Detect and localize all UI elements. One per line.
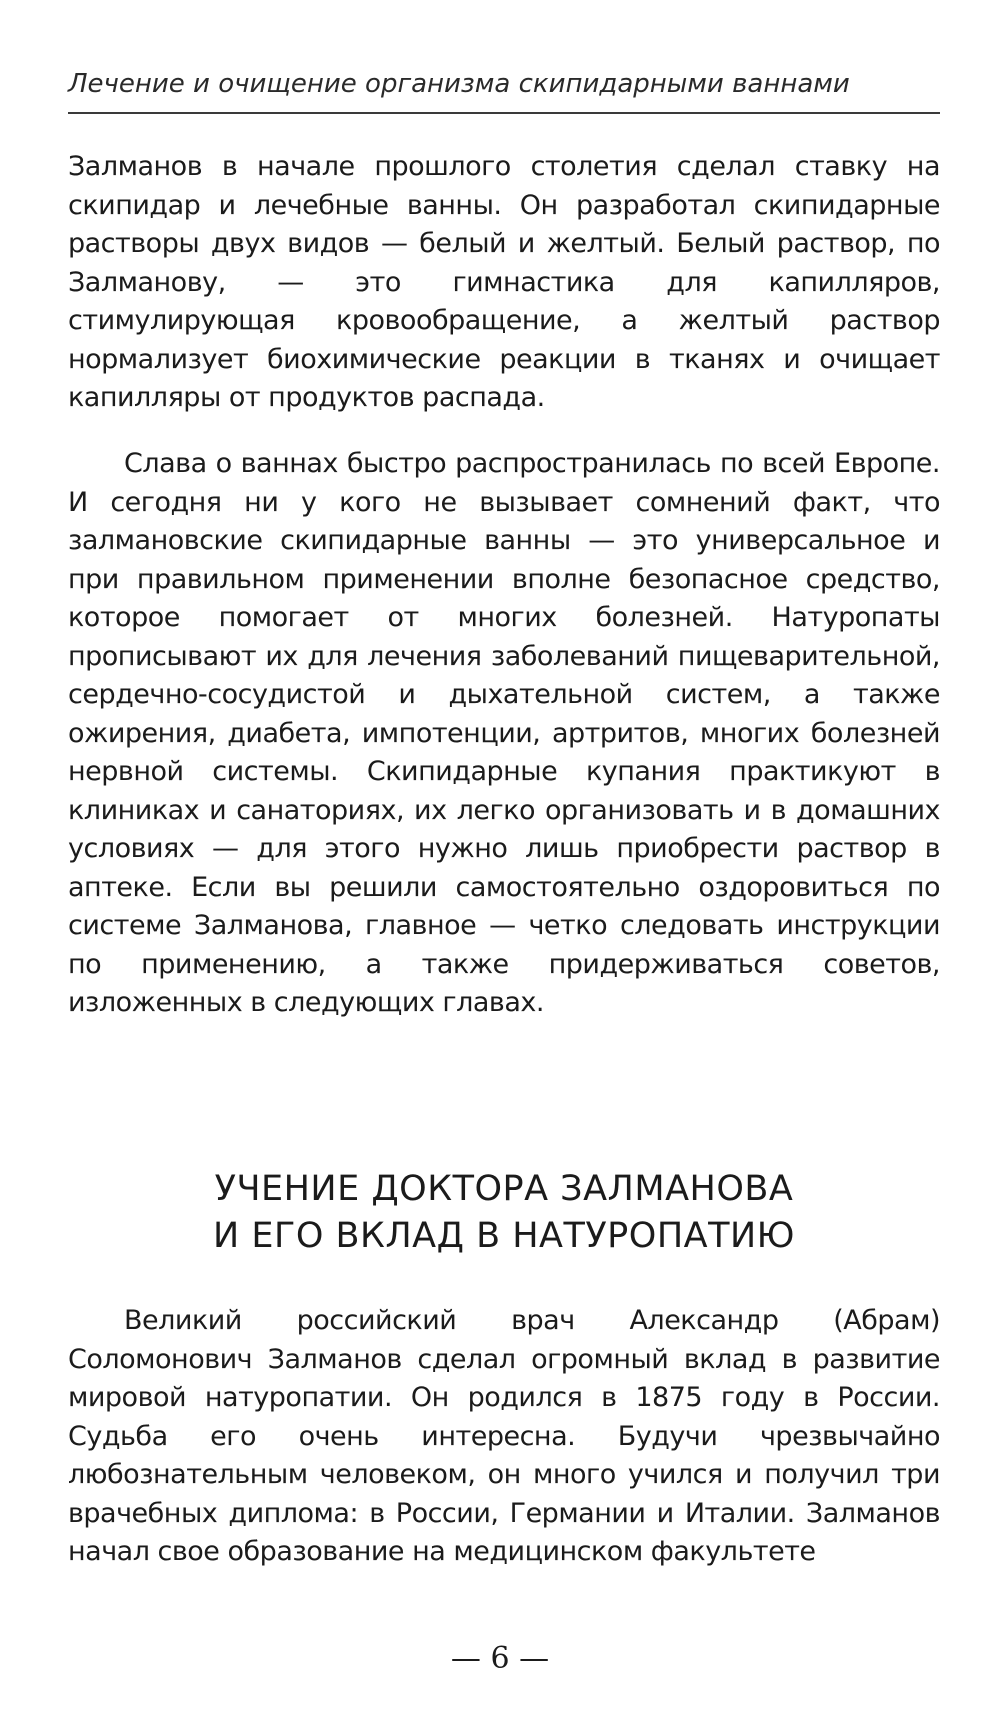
- text-block-fame: [68, 445, 940, 1023]
- section-heading-line: И ЕГО ВКЛАД В НАТУРОПАТИЮ: [213, 1216, 795, 1256]
- paragraph: Залманов в начале прошлого столетия сделал ставку на скипидар и лечебные ванны. Он разработал скипидарные растворы двух видов — белый и желтый. Белый раствор, по Залманову, — это гимнастика для капилляров, стимулирующая кровообращение, а желтый раствор нормализует биохимические реакции в тканях и очищает капилляры от продуктов распада.: [68, 151, 940, 413]
- running-header: Лечение и очищение организма скипидарными ваннами: [68, 69, 850, 99]
- section-heading: [68, 1166, 940, 1260]
- paragraph: Великий российский врач Александр (Абрам) Соломонович Залманов сделал огромный вклад в развитие мировой натуропатии. Он родился в 1875 году в России. Судьба его очень интересна. Будучи чрезвычайно любознательным человеком, он много учился и получил три врачебных диплома: в России, Германии и Италии. Залманов начал свое образование на медицинском факультете: [68, 1305, 940, 1567]
- text-block-intro: [68, 148, 940, 418]
- text-block-section: [68, 1302, 940, 1572]
- section-heading-line: УЧЕНИЕ ДОКТОРА ЗАЛМАНОВА: [214, 1169, 794, 1209]
- paragraph: Слава о ваннах быстро распространилась по всей Европе. И сегодня ни у кого не вызывает сомнений факт, что залмановские скипидарные ванны — это универсальное и при правильном применении вполне безопасное средство, которое помогает от многих болезней. Натуропаты прописывают их для лечения заболеваний пищеварительной, сердечно-сосудистой и дыхательной систем, а также ожирения, диабета, импотенции, артритов, многих болезней нервной системы. Скипидарные купания практикуют в клиниках и санаториях, их легко организовать и в домашних условиях — для этого нужно лишь приобрести раствор в аптеке. Если вы решили самостоятельно оздоровиться по системе Залманова, главное — четко следовать инструкции по применению, а также придерживаться советов, изложенных в следующих главах.: [68, 448, 940, 1018]
- page-number: — 6 —: [450, 1641, 550, 1676]
- header-rule: [68, 112, 940, 114]
